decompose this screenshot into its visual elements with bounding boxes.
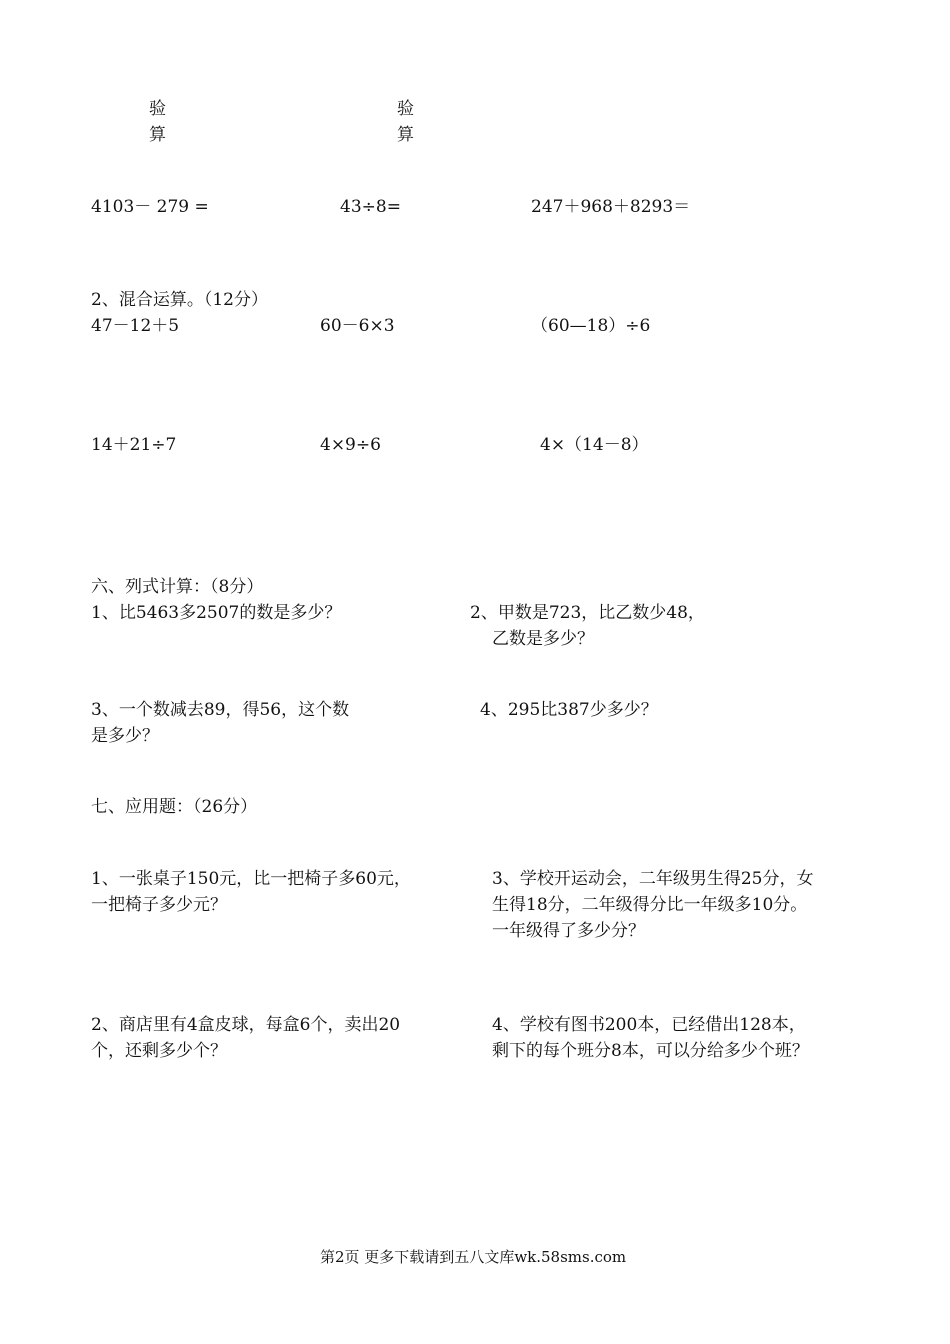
mixed-item-4: 14＋21÷7 <box>91 435 177 455</box>
calc-item-1: 4103－ 279 = <box>91 197 209 217</box>
mixed-item-3: （60—18）÷6 <box>531 316 651 336</box>
section7-q4-line1: 4、学校有图书200本，已经借出128本， <box>492 1015 806 1035</box>
section7-q4-line2: 剩下的每个班分8本，可以分给多少个班？ <box>492 1041 809 1061</box>
mixed-heading: 2、混合运算。（12分） <box>91 290 268 310</box>
section6-heading: 六、列式计算：（8分） <box>91 577 264 597</box>
section6-q1: 1、比5463多2507的数是多少？ <box>91 603 342 623</box>
section6-q2-line2: 乙数是多少？ <box>492 629 594 649</box>
calc-item-2: 43÷8= <box>340 197 401 217</box>
calc-item-3: 247＋968＋8293＝ <box>531 197 691 217</box>
section6-q3-line1: 3、一个数减去89，得56，这个数 <box>91 700 350 720</box>
section7-q2-line2: 个，还剩多少个？ <box>91 1041 227 1061</box>
verify-label-right-2: 算 <box>397 125 414 145</box>
section6-q3-line2: 是多少？ <box>91 726 159 746</box>
verify-label-right-1: 验 <box>397 99 414 119</box>
section7-q1-line2: 一把椅子多少元？ <box>91 895 227 915</box>
section7-q3-line2: 生得18分，二年级得分比一年级多10分。 <box>492 895 808 915</box>
section7-q3-line3: 一年级得了多少分？ <box>492 921 645 941</box>
section7-q1-line1: 1、一张桌子150元，比一把椅子多60元， <box>91 869 411 889</box>
page-footer: 第2页 更多下载请到五八文库wk.58sms.com <box>320 1248 627 1266</box>
mixed-item-5: 4×9÷6 <box>320 435 381 455</box>
section7-q2-line1: 2、商店里有4盒皮球，每盒6个，卖出20 <box>91 1015 401 1035</box>
mixed-item-1: 47－12＋5 <box>91 316 180 336</box>
verify-label-left-2: 算 <box>149 125 166 145</box>
section6-q2-line1: 2、甲数是723，比乙数少48， <box>470 603 705 623</box>
section6-q4: 4、295比387少多少？ <box>480 700 658 720</box>
verify-label-left-1: 验 <box>149 99 166 119</box>
section7-q3-line1: 3、学校开运动会，二年级男生得25分，女 <box>492 869 814 889</box>
section7-heading: 七、应用题：（26分） <box>91 797 258 817</box>
mixed-item-6: 4×（14－8） <box>540 435 649 455</box>
mixed-item-2: 60－6×3 <box>320 316 395 336</box>
